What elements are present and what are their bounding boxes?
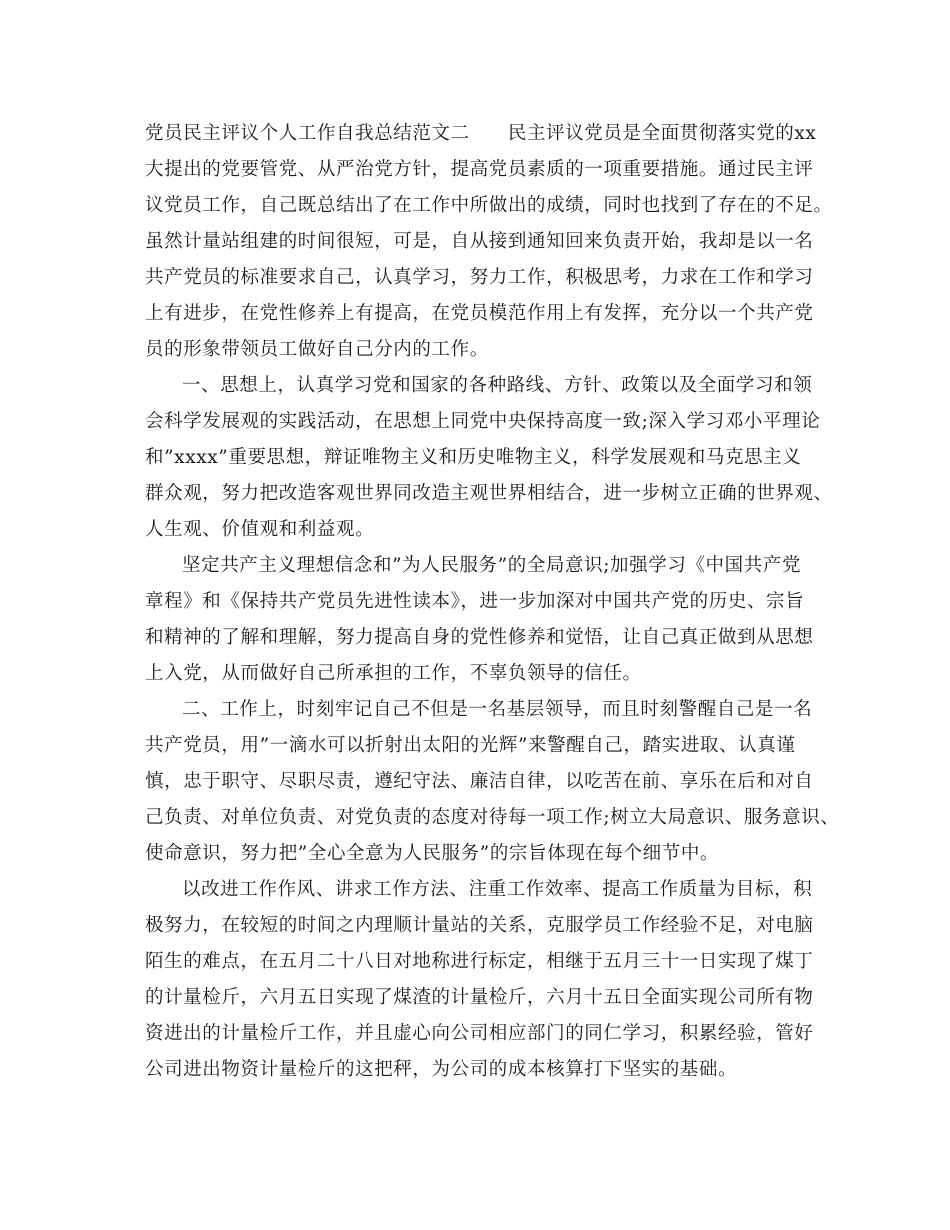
text-line: 资进出的计量检斤工作，并且虚心向公司相应部门的同仁学习，积累经验，管好 <box>145 1023 814 1044</box>
text-line: 人生观、价值观和利益观。 <box>145 519 375 540</box>
text-line: 议党员工作，自己既总结出了在工作中所做出的成绩，同时也找到了存在的不足。 <box>145 195 833 216</box>
text-line: 慎，忠于职守、尽职尽责，遵纪守法、廉洁自律，以吃苦在前、享乐在后和对自 <box>145 771 814 792</box>
text-line: 章程》和《保持共产党员先进性读本》，进一步加深对中国共产党的历史、宗旨 <box>145 591 805 612</box>
text-line: 和精神的了解和理解，努力提高自身的党性修养和觉悟，让自己真正做到从思想 <box>145 627 814 648</box>
text-line: 己负责、对单位负责、对党负责的态度对待每一项工作;树立大局意识、服务意识、 <box>145 807 840 828</box>
text-line: 会科学发展观的实践活动，在思想上同党中央保持高度一致;深入学习邓小平理论 <box>145 411 821 432</box>
text-line: 二、工作上，时刻牢记自己不但是一名基层领导，而且时刻警醒自己是一名 <box>182 699 813 720</box>
text-line: 坚定共产主义理想信念和”为人民服务”的全局意识;加强学习《中国共产党 <box>182 555 802 576</box>
text-line: 虽然计量站组建的时间很短，可是，自从接到通知回来负责开始，我却是以一名 <box>145 231 814 252</box>
text-line: 和”xxxx”重要思想，辩证唯物主义和历史唯物主义，科学发展观和马克思主义 <box>145 447 802 468</box>
text-line: 上入党，从而做好自己所承担的工作，不辜负领导的信任。 <box>145 663 642 684</box>
text-line: 大提出的党要管党、从严治党方针，提高党员素质的一项重要措施。通过民主评 <box>145 159 814 180</box>
text-line: 的计量检斤，六月五日实现了煤渣的计量检斤，六月十五日全面实现公司所有物 <box>145 987 814 1008</box>
text-line: 员的形象带领员工做好自己分内的工作。 <box>145 339 489 360</box>
text-line: 公司进出物资计量检斤的这把秤，为公司的成本核算打下坚实的基础。 <box>145 1059 738 1080</box>
text-line: 以改进工作作风、讲求工作方法、注重工作效率、提高工作质量为目标，积 <box>182 879 813 900</box>
text-line: 使命意识，努力把”全心全意为人民服务”的宗旨体现在每个细节中。 <box>145 843 720 864</box>
text-line: 共产党员的标准要求自己，认真学习，努力工作，积极思考，力求在工作和学习 <box>145 267 814 288</box>
text-line: 陌生的难点，在五月二十八日对地称进行标定，相继于五月三十一日实现了煤丁 <box>145 951 814 972</box>
text-line: 上有进步，在党性修养上有提高，在党员模范作用上有发挥，充分以一个共产党 <box>145 303 814 324</box>
text-line: 极努力，在较短的时间之内理顺计量站的关系，克服学员工作经验不足，对电脑 <box>145 915 814 936</box>
text-line: 一、思想上，认真学习党和国家的各种路线、方针、政策以及全面学习和领 <box>182 375 813 396</box>
text-line: 群众观，努力把改造客观世界同改造主观世界相结合，进一步树立正确的世界观、 <box>145 483 833 504</box>
text-line: 共产党员，用”一滴水可以折射出太阳的光辉”来警醒自己，踏实进取、认真谨 <box>145 735 796 756</box>
text-line: 党员民主评议个人工作自我总结范文二 民主评议党员是全面贯彻落实党的xx <box>145 123 817 144</box>
